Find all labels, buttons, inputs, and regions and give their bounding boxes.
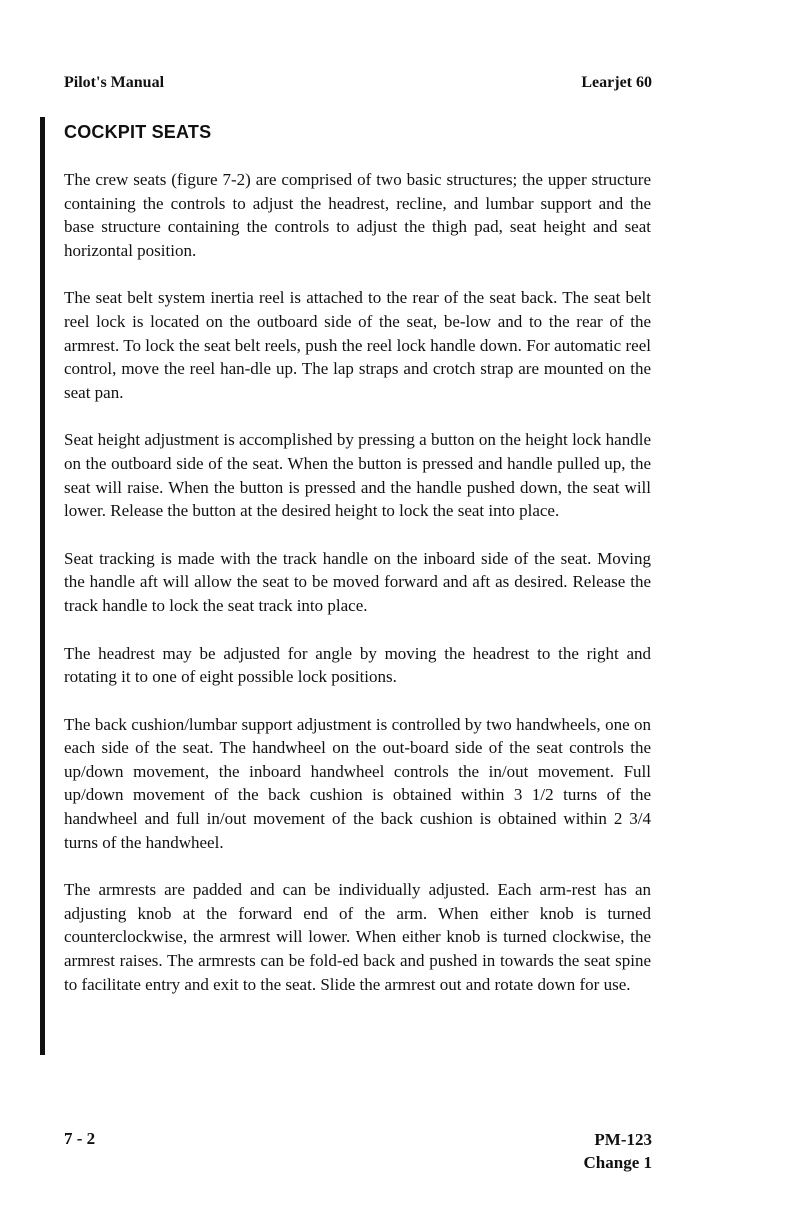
- paragraph-seat-tracking: Seat tracking is made with the track handle on the inboard side of the seat. Moving the handle aft will allow the seat to be moved forward and aft as desired. Release the track handle to lock the seat track into place.: [64, 548, 651, 615]
- footer-document-info: [584, 1128, 652, 1174]
- paragraph-seat-structures: The crew seats (figure 7-2) are comprised of two basic structures; the upper structure containing the controls to adjust the headrest, recline, and lumbar support and the base structure containing the controls to adjust the thigh pad, seat height and seat horizontal position.: [64, 170, 651, 260]
- paragraph-headrest: The headrest may be adjusted for angle by moving the headrest to the right and rotating it to one of eight possible lock positions.: [64, 643, 651, 687]
- paragraph-seat-height: Seat height adjustment is accomplished by pressing a button on the height lock handle on the outboard side of the seat. When the button is pressed and handle pulled up, the seat will raise. When the button is pressed and the handle pushed down, the seat will lower. Release the button at the desired height to lock the seat into place.: [64, 430, 651, 521]
- document-number: PM-123: [594, 1130, 652, 1149]
- section-body: [64, 168, 651, 1020]
- section-title: COCKPIT SEATS: [64, 122, 212, 142]
- paragraph-armrests: The armrests are padded and can be individually adjusted. Each arm-rest has an adjusting knob at the forward end of the arm. When either knob is turned counterclockwise, the armrest will lower. When either knob is turned clockwise, the armrest raises. The armrests can be fold-ed back and pushed in towards the seat spine to facilitate entry and exit to the seat. Slide the armrest out and rotate down for use.: [64, 880, 651, 994]
- page-number: 7 - 2: [64, 1129, 96, 1148]
- paragraph-back-cushion: The back cushion/lumbar support adjustment is controlled by two handwheels, one on each side of the seat. The handwheel on the out-board side of the seat controls the up/down movement, the inboard handwheel controls the in/out movement. Full up/down movement of the back cushion is obtained within 3 1/2 turns of the handwheel and full in/out movement of the back cushion is obtained within 2 3/4 turns of the handwheel.: [64, 714, 651, 852]
- running-header-manual-title: Pilot's Manual: [64, 74, 165, 91]
- change-number: Change 1: [583, 1153, 652, 1172]
- revision-change-bar: [40, 117, 45, 1055]
- paragraph-seat-belt: The seat belt system inertia reel is attached to the rear of the seat back. The seat belt reel lock is located on the outboard side of the seat, be-low and to the rear of the armrest. To lock the seat belt reels, push the reel lock handle down. For automatic reel control, move the reel han-dle up. The lap straps and crotch strap are mounted on the seat pan.: [64, 288, 651, 402]
- running-header-aircraft: Learjet 60: [581, 74, 652, 91]
